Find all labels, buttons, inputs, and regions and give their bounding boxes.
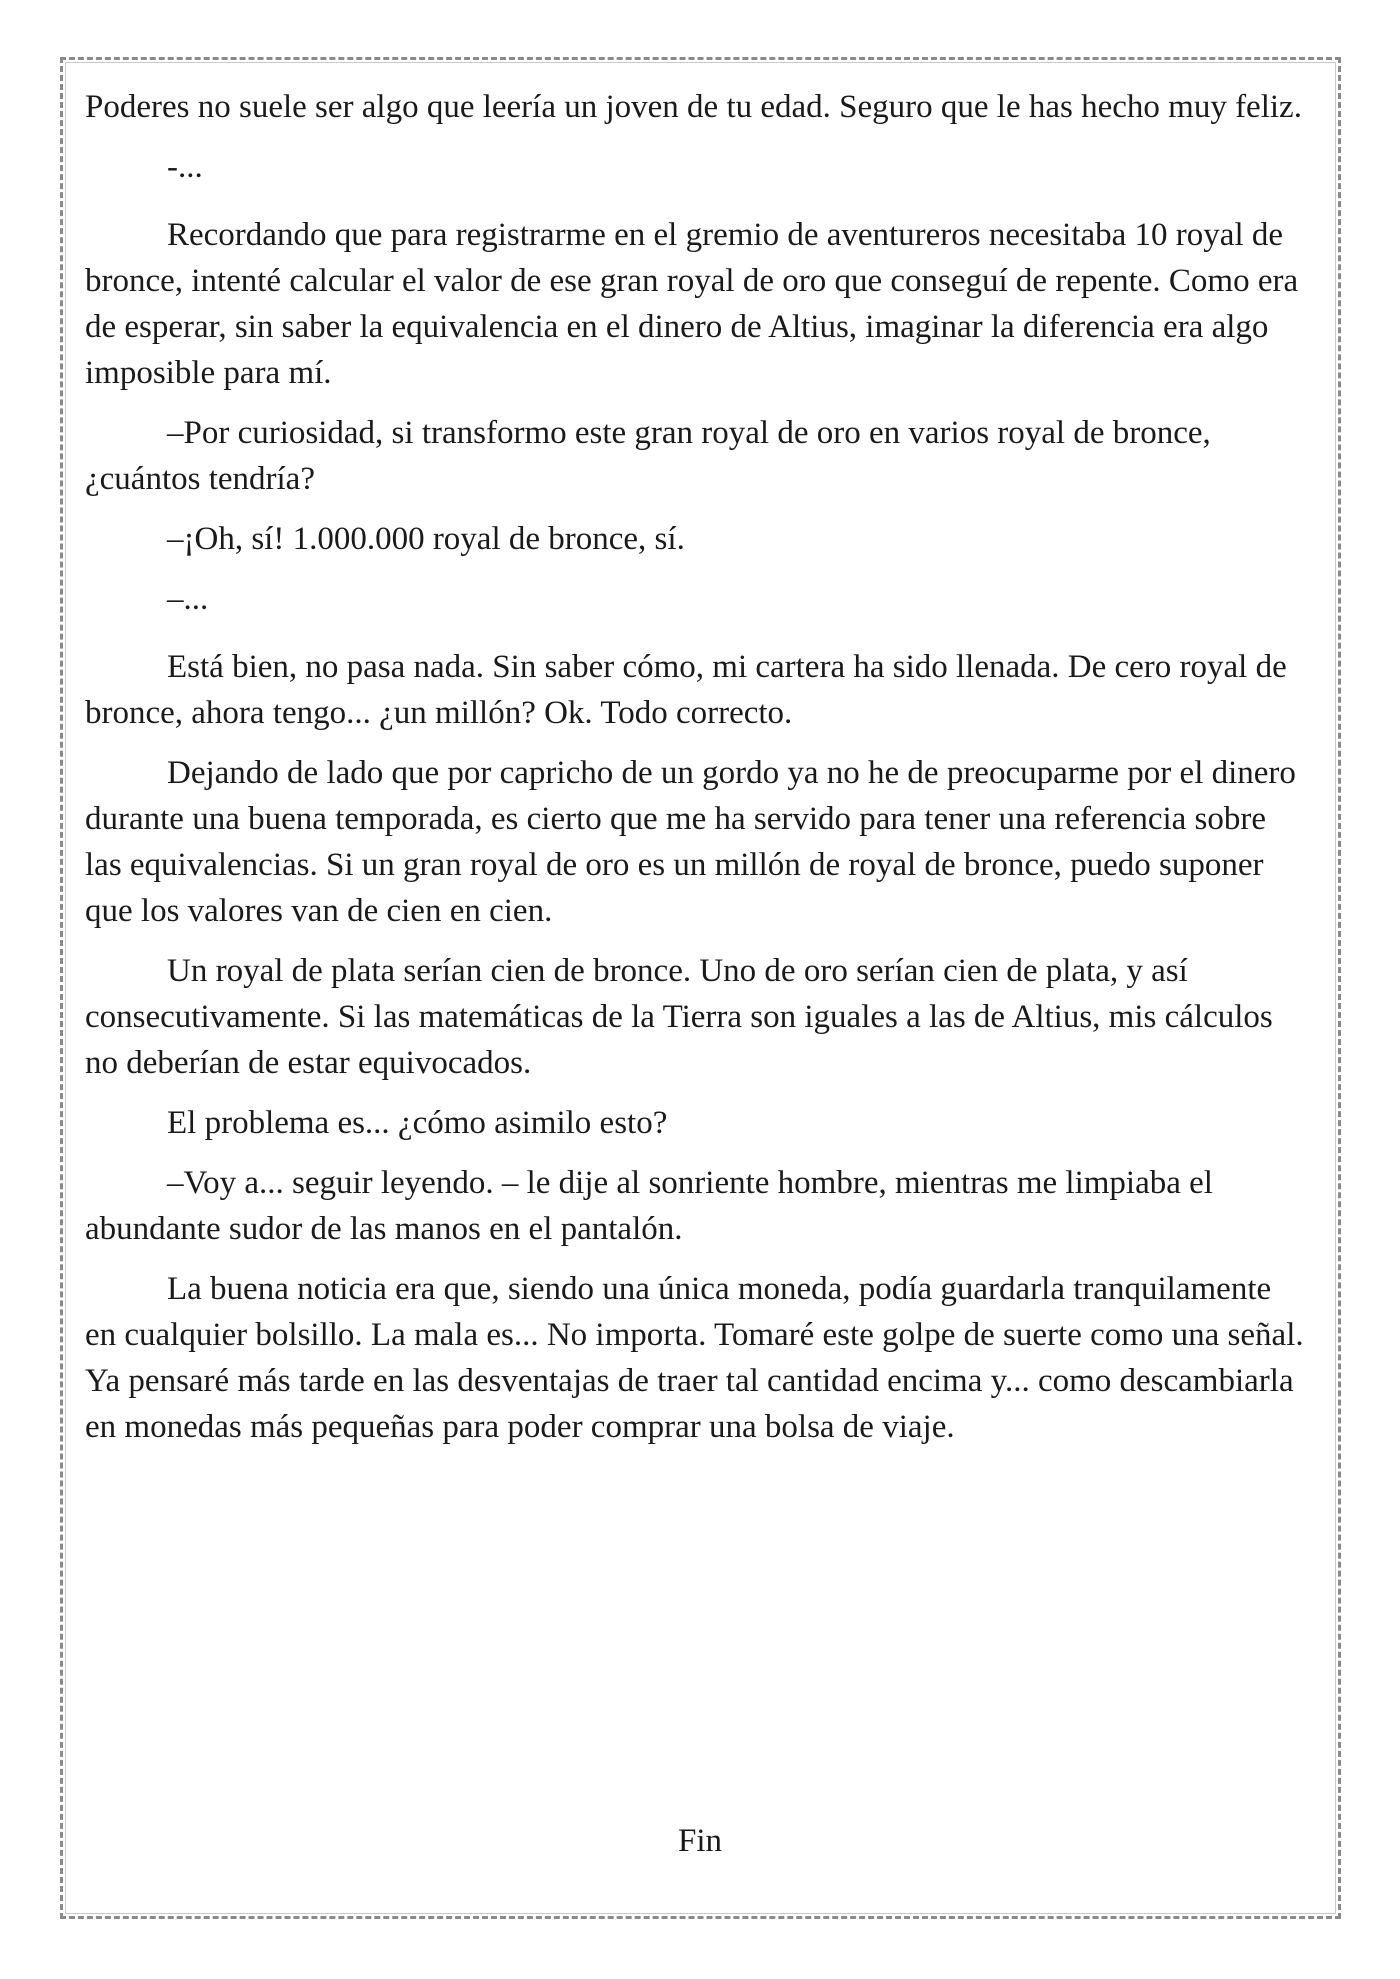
paragraph: Poderes no suele ser algo que leería un joven de tu edad. Seguro que le has hecho muy feliz. <box>85 89 1302 125</box>
paragraph: –Voy a... seguir leyendo. – le dije al sonriente hombre, mientras me limpiaba el abundante sudor de las manos en el pantalón. <box>85 1165 1213 1247</box>
paragraph: El problema es... ¿cómo asimilo esto? <box>167 1105 668 1141</box>
paragraph: –... <box>167 581 209 617</box>
paragraph: Dejando de lado que por capricho de un gordo ya no he de preocuparme por el dinero durante una buena temporada, es cierto que me ha servido para tener una referencia sobre las equivalencias. Si un gran royal de oro es un millón de royal de bronce, puedo suponer que los valores van de cien en cien. <box>85 755 1296 929</box>
paragraph: Recordando que para registrarme en el gremio de aventureros necesitaba 10 royal de bronce, intenté calcular el valor de ese gran royal de oro que conseguí de repente. Como era de esperar, sin saber la equivalencia en el dinero de Altius, imaginar la diferencia era algo imposible para mí. <box>85 217 1299 391</box>
paragraph: –¡Oh, sí! 1.000.000 royal de bronce, sí. <box>167 521 685 557</box>
page-body <box>85 84 1310 1464</box>
paragraph: -... <box>167 149 203 185</box>
paragraph: La buena noticia era que, siendo una única moneda, podía guardarla tranquilamente en cualquier bolsillo. La mala es... No importa. Tomaré este golpe de suerte como una señal. Ya pensaré más tarde en las desventajas de traer tal cantidad encima y... como descambiarla en monedas más pequeñas para poder comprar una bolsa de viaje. <box>85 1271 1304 1445</box>
paragraph: Un royal de plata serían cien de bronce. Uno de oro serían cien de plata, y así consecutivamente. Si las matemáticas de la Tierra son iguales a las de Altius, mis cálculos no deberían de estar equivocados. <box>85 953 1273 1081</box>
paragraph: Está bien, no pasa nada. Sin saber cómo, mi cartera ha sido llenada. De cero royal de bronce, ahora tengo... ¿un millón? Ok. Todo correcto. <box>85 649 1287 731</box>
paragraph: –Por curiosidad, si transformo este gran royal de oro en varios royal de bronce, ¿cuántos tendría? <box>85 415 1211 497</box>
ending-label: Fin <box>677 1823 723 1859</box>
